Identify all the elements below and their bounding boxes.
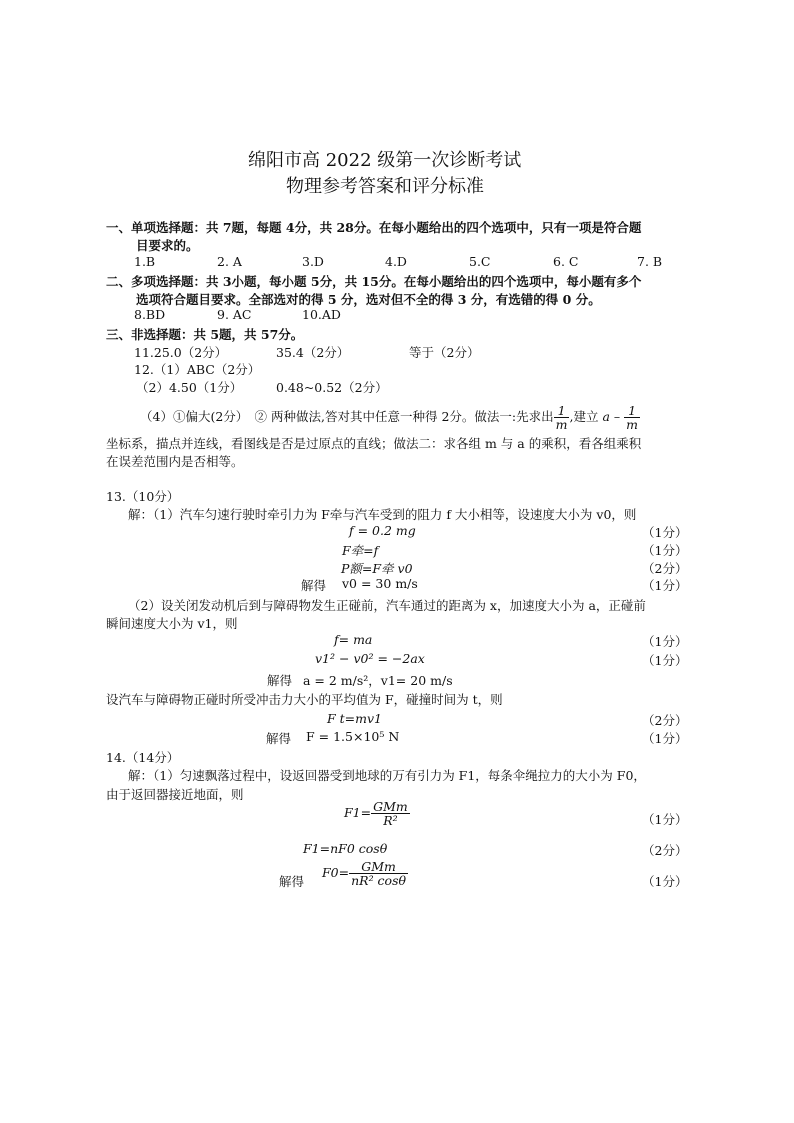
answer-9: 9. AC xyxy=(217,307,252,322)
section1-heading-cont: 目要求的。 xyxy=(136,238,199,253)
answer-10: 10.AD xyxy=(302,307,341,322)
q13-eq5: f= ma xyxy=(334,632,373,647)
q13-score-7: （2分） xyxy=(642,713,688,728)
q14-eq3 xyxy=(322,860,408,887)
q14-eq1 xyxy=(344,800,410,827)
q12-part2-b: 0.48~0.52（2分） xyxy=(276,380,388,395)
q12-part4-text-b: ,建立 xyxy=(569,409,599,425)
answer-6: 6. C xyxy=(553,254,579,269)
title-line-2: 物理参考答案和评分标准 xyxy=(286,176,484,197)
q11-answer-2: 35.4（2分） xyxy=(276,345,350,360)
q14-line2: 由于返回器接近地面，则 xyxy=(106,787,244,802)
q13-eq4: v0 = 30 m/s xyxy=(342,576,418,591)
coord-a-label: a – xyxy=(602,409,621,425)
q13-eq9-label: 解得 xyxy=(266,731,292,746)
frac-numerator-2: 1 xyxy=(624,404,640,418)
q12-part2-a: （2）4.50（1分） xyxy=(136,380,243,395)
q13-eq3: P额=F牵 v0 xyxy=(341,561,413,576)
q13-eq8: F t=mv1 xyxy=(327,711,383,726)
q13-score-5: （1分） xyxy=(642,634,688,649)
q12-part4-text-a: （4）①偏大(2分） ② 两种做法,答对其中任意一种得 2分。做法一:先求出 xyxy=(140,409,554,425)
q13-score-4: （1分） xyxy=(642,578,688,593)
q14-eq3-fraction xyxy=(349,860,408,887)
answer-4: 4.D xyxy=(385,254,407,269)
q14-eq3-den: nR² cosθ xyxy=(351,873,407,889)
q14-line1: 解：（1）匀速飘落过程中，设返回器受到地球的万有引力为 F1，每条伞绳拉力的大小为 F0， xyxy=(128,768,646,783)
q11-answer-1: 11.25.0（2分） xyxy=(134,345,228,360)
section2-heading-cont: 选项符合题目要求。全部选对的得 5 分，选对但不全的得 3 分，有选错的得 0 分。 xyxy=(136,292,601,307)
q13-score-3: （2分） xyxy=(642,561,688,576)
q12-part1: 12.（1）ABC（2分） xyxy=(134,362,261,377)
q13-line1: 解：（1）汽车匀速行驶时牵引力为 F牵与汽车受到的阻力 f 大小相等，设速度大小为 v0，则 xyxy=(128,507,637,522)
section2-heading: 二、多项选择题：共 3小题，每小题 5分，共 15分。在每小题给出的四个选项中，每小题有多个 xyxy=(106,274,642,289)
q13-score-1: （1分） xyxy=(642,525,688,540)
answer-1: 1.B xyxy=(134,254,156,269)
q13-eq7-label: 解得 xyxy=(267,673,293,688)
q12-part4-line xyxy=(140,404,640,431)
q14-score-3: （1分） xyxy=(642,874,688,889)
q14-eq1-lhs: F1= xyxy=(344,805,372,821)
q12-part4-text-d: 在误差范围内是否相等。 xyxy=(106,454,244,469)
section1-heading: 一、单项选择题：共 7题，每题 4分，共 28分。在每小题给出的四个选项中，只有一项是符合题 xyxy=(106,220,642,235)
q14-eq3-label: 解得 xyxy=(279,874,305,889)
q14-eq3-num: GMm xyxy=(349,860,408,874)
q13-eq7: a = 2 m/s²，v1= 20 m/s xyxy=(303,673,453,688)
q13-score-8: （1分） xyxy=(642,731,688,746)
answer-5: 5.C xyxy=(469,254,491,269)
q14-score-2: （2分） xyxy=(642,843,688,858)
q14-score-1: （1分） xyxy=(642,812,688,827)
frac-denominator-2: m xyxy=(626,417,638,433)
q13-header: 13.（10分） xyxy=(106,489,180,504)
answer-7: 7. B xyxy=(637,254,663,269)
q13-line4: 设汽车与障碍物正碰时所受冲击力大小的平均值为 F，碰撞时间为 t，则 xyxy=(106,692,503,707)
q13-eq1: f = 0.2 mg xyxy=(349,523,416,538)
one-over-m-fraction-2 xyxy=(624,404,640,431)
title-line-1: 绵阳市高 2022 级第一次诊断考试 xyxy=(248,150,522,171)
q13-score-6: （1分） xyxy=(642,653,688,668)
q13-line3: 瞬间速度大小为 v1，则 xyxy=(106,616,238,631)
q14-eq1-den: R² xyxy=(383,813,398,829)
one-over-m-fraction xyxy=(554,404,570,431)
answer-2: 2. A xyxy=(217,254,242,269)
frac-denominator: m xyxy=(555,417,568,433)
q12-part4-text-c: 坐标系，描点并连线，看图线是否是过原点的直线；做法二：求各组 m 与 a 的乘积，看各组乘积 xyxy=(106,436,642,451)
q13-score-2: （1分） xyxy=(642,543,688,558)
q14-eq3-lhs: F0= xyxy=(322,865,350,881)
q14-eq1-fraction xyxy=(371,800,410,827)
q14-eq2: F1=nF0 cosθ xyxy=(303,841,388,856)
section3-heading: 三、非选择题：共 5题，共 57分。 xyxy=(106,327,304,342)
q13-line2: （2）设关闭发动机后到与障碍物发生正碰前，汽车通过的距离为 x，加速度大小为 a，正碰前 xyxy=(128,598,646,613)
answer-8: 8.BD xyxy=(134,307,166,322)
frac-numerator: 1 xyxy=(554,404,570,418)
q13-eq9: F = 1.5×10⁵ N xyxy=(306,729,400,744)
answer-3: 3.D xyxy=(302,254,324,269)
q13-eq2: F牵=f xyxy=(342,543,379,558)
q13-eq4-label: 解得 xyxy=(301,578,327,593)
q13-eq6: v1² − v0² = −2ax xyxy=(315,651,425,666)
q14-eq1-num: GMm xyxy=(373,799,408,814)
q11-answer-3: 等于（2分） xyxy=(409,345,480,360)
q14-header: 14.（14分） xyxy=(106,750,180,765)
